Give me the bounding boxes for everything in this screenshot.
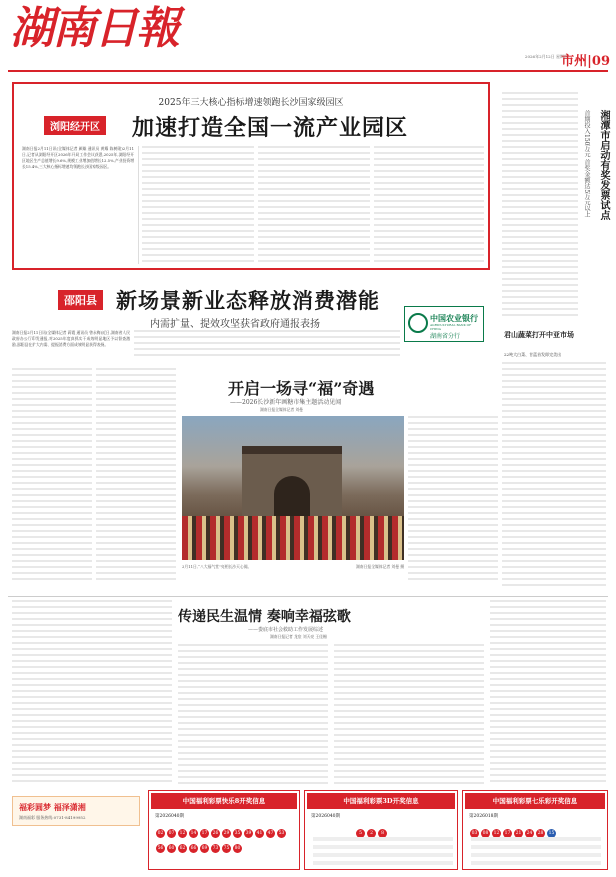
lottery-box-kl8 xyxy=(148,790,300,870)
side-column-text xyxy=(502,92,578,320)
social-story-col3 xyxy=(334,644,484,784)
lead-story-tag: 浏阳经开区 xyxy=(44,116,106,135)
lottery-ball: 08 xyxy=(482,831,489,836)
photo-crowd xyxy=(182,516,404,560)
lottery-ball: 14 xyxy=(190,831,197,836)
lottery-ball: 8 xyxy=(378,829,387,838)
lottery-ball: 69 xyxy=(201,846,208,851)
lottery-ball: 28 xyxy=(537,831,544,836)
lead-story-col4 xyxy=(374,146,484,264)
lottery-draw-3d: 第2026040期 xyxy=(311,814,341,819)
photo-caption: 2月11日,“八大福气堂”亮相长沙天心阁。 xyxy=(182,564,252,569)
lottery-ball: 41 xyxy=(256,831,263,836)
fu-story-byline: 湖南日报全媒体记者 刘曼 xyxy=(260,407,303,412)
lottery-ball: 60 xyxy=(168,846,175,851)
lottery-ball: 35 xyxy=(234,831,241,836)
side-vertical-subtitle: 首期投入150万元 首奖金额达5万元以上 xyxy=(583,110,590,218)
lottery-ball: 21 xyxy=(515,831,522,836)
lottery-ball: 29 xyxy=(223,831,230,836)
fu-story-photo xyxy=(182,416,404,560)
date-line: 2026年2月12日 星期四 xyxy=(524,54,568,59)
story-body-shaoyang-cols xyxy=(134,330,400,356)
lottery-title-kl8: 中国福利彩票快乐8开奖信息 xyxy=(151,793,297,809)
fu-story-col2 xyxy=(96,368,176,584)
bank-branch: 湖南省分行 xyxy=(430,333,461,340)
side-vertical-title: 湘潭市启动有奖发票试点 xyxy=(598,110,609,220)
social-story-col1 xyxy=(12,600,172,784)
welfare-lottery-hotline: 湖南福彩 服务热线:0731-84199952 xyxy=(19,815,86,820)
story-tag-shaoyang: 邵阳县 xyxy=(58,290,103,310)
section-divider xyxy=(8,596,608,597)
bank-name: 中国农业银行 xyxy=(430,313,478,323)
lottery-numbers-3d xyxy=(355,823,388,838)
lottery-ball: 07 xyxy=(168,831,175,836)
story-subtitle-shaoyang: 内需扩量、提效攻坚获省政府通报表扬 xyxy=(150,319,320,330)
lottery-ball: 26 xyxy=(212,831,219,836)
fu-story-title: 开启一场寻“福”奇遇 xyxy=(228,379,375,398)
masthead-rule xyxy=(8,70,608,72)
welfare-lottery-ad xyxy=(12,796,140,826)
lottery-ball: 80 xyxy=(234,846,241,851)
lottery-ball: 62 xyxy=(179,846,186,851)
social-story-byline: 湖南日报记者 龙宸 刘天亮 王佳楣 xyxy=(270,634,327,639)
lottery-title-qlc: 中国福利彩票七乐彩开奖信息 xyxy=(465,793,605,809)
bank-advertisement xyxy=(404,306,484,342)
lottery-qlc-table xyxy=(471,837,601,867)
lottery-ball: 12 xyxy=(179,831,186,836)
lottery-numbers-qlc xyxy=(469,823,557,838)
lottery-ball: 2 xyxy=(367,829,376,838)
page-section-tag: 市州|09 xyxy=(561,54,610,69)
lottery-draw-qlc: 第2026018期 xyxy=(469,814,499,819)
lead-story-kicker: 2025年三大核心指标增速领跑长沙国家级园区 xyxy=(158,98,344,108)
social-story-title: 传递民生温情 奏响幸福弦歌 xyxy=(178,609,351,625)
lottery-ball: 5 xyxy=(356,829,365,838)
photo-credit: 湖南日报全媒体记者 刘曼 摄 xyxy=(356,564,404,569)
lottery-ball: 39 xyxy=(245,831,252,836)
social-story-subtitle: ——娄底市社会救助工作发展综述 xyxy=(248,627,324,633)
social-story-col4 xyxy=(490,600,606,784)
lottery-ball: 24 xyxy=(526,831,533,836)
lottery-ball: 75 xyxy=(223,846,230,851)
lottery-3d-table xyxy=(313,837,453,867)
social-story-col2 xyxy=(178,644,328,784)
lottery-ball: 47 xyxy=(267,831,274,836)
lead-story-title: 加速打造全国一流产业园区 xyxy=(132,115,409,141)
lottery-numbers-kl8 xyxy=(155,823,295,853)
story-title-shaoyang: 新场景新业态释放消费潜能 xyxy=(116,288,380,313)
fu-story-col1 xyxy=(12,368,92,584)
lottery-box-qlc xyxy=(462,790,608,870)
lottery-ball: 53 xyxy=(278,831,285,836)
abc-logo-icon xyxy=(408,313,428,333)
lottery-ball: 03 xyxy=(471,831,478,836)
lottery-ball: 17 xyxy=(201,831,208,836)
bank-english-name: AGRICULTURAL BANK OF CHINA xyxy=(430,323,472,331)
lottery-ball: 17 xyxy=(504,831,511,836)
lottery-draw-kl8: 第2026040期 xyxy=(155,814,185,819)
lottery-ball: 12 xyxy=(493,831,500,836)
lottery-special-ball: 15 xyxy=(548,831,555,836)
story-body-shaoyang: 湖南日报2月11日讯(全媒体记者 蒋霞 通讯员 曾永梅)近日,湖南省人民政府办公厅印发通报,对2025年度真抓实干成效明显地区予以督查激励,邵阳县在扩大内需、提振消费方面成效明显获得表扬。 xyxy=(12,330,130,347)
lottery-ball: 56 xyxy=(157,846,164,851)
side-story-title: 君山蔬菜打开中亚市场 xyxy=(504,330,574,339)
lead-story-box xyxy=(12,82,490,270)
side-story-subtitle: 22吨大白菜、甘蓝首发即完美出 xyxy=(504,352,562,357)
lottery-ball: 02 xyxy=(157,831,164,836)
photo-gate-arch xyxy=(274,476,310,516)
lottery-title-3d: 中国福利彩票3D开奖信息 xyxy=(307,793,455,809)
lead-story-col3 xyxy=(258,146,370,264)
fu-story-col3 xyxy=(408,416,498,584)
lottery-ball: 66 xyxy=(190,846,197,851)
fu-story-subtitle: ——2026长沙新年画糖市集主题活动见闻 xyxy=(230,399,342,406)
lead-story-body: 湖南日报2月11日讯(全媒体记者 颜雄 通讯员 黄耀 陈树勋)2月11日,记者从浏阳经开区2026年开局工作会议获悉,2025年,浏阳经开区地区生产总值增长9.6%,规模工业增加值增长12.5%,产业投资增长15.4%,三大核心指标增速均领跑长沙国家级园区。 xyxy=(22,146,134,169)
lottery-box-3d xyxy=(304,790,458,870)
lottery-ball: 73 xyxy=(212,846,219,851)
lead-story-col2 xyxy=(142,146,254,264)
welfare-lottery-slogan: 福彩圆梦 福泽潇湘 xyxy=(19,802,86,812)
newspaper-logo: 湖南日報 xyxy=(10,3,178,54)
side-story-body xyxy=(502,362,606,590)
